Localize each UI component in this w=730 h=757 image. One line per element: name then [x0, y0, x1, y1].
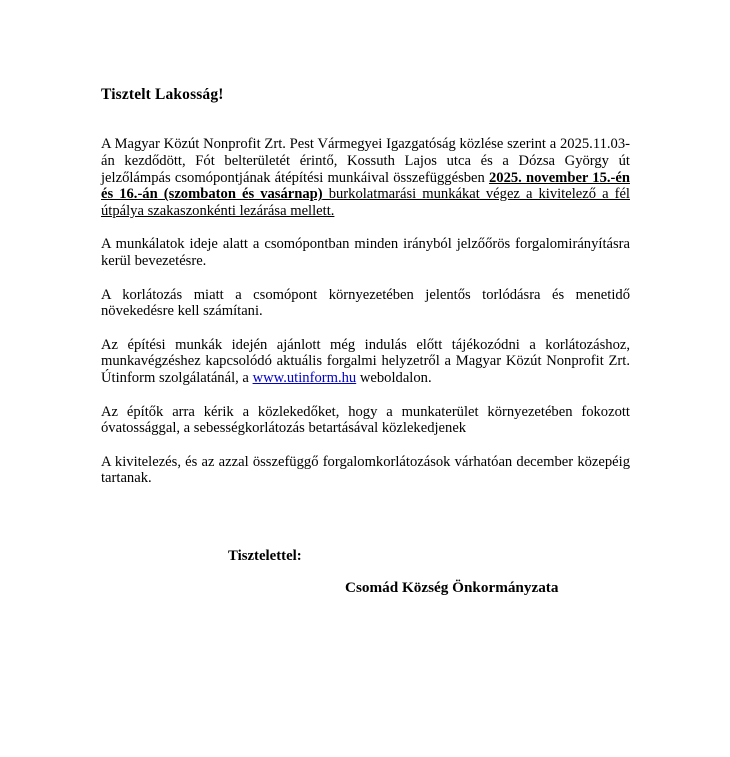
paragraph-2: A munkálatok ideje alatt a csomópontban minden irányból jelzőőrös forgalomirányításra kerül bevezetésre. — [101, 236, 630, 270]
paragraph-1-underlined-tail: burkolatmarási munkákat végez a kivitelező a fél útpálya szakaszonkénti lezárása mellett. — [101, 186, 630, 220]
paragraph-1 — [101, 136, 630, 220]
paragraph-3: A korlátozás miatt a csomópont környezetében jelentős torlódásra és menetidő növekedésre kell számítani. — [101, 286, 630, 320]
paragraph-1-emphasis-dates: 2025. november 15.-én és 16.-án — [101, 169, 630, 203]
paragraph-4-before-link: Az építési munkák idején ajánlott még indulás előtt tájékozódni a korlátozáshoz, munkavégzéshez kapcsolódó aktuális forgalmi helyzetről a Magyar Közút Nonprofit Zrt. Útinform szolgálatánál, a — [101, 336, 630, 387]
document-body — [101, 136, 630, 487]
signature-signer: Csomád Község Önkormányzata — [345, 579, 559, 596]
paragraph-1-emphasis-days: (szombaton és vasárnap) — [157, 186, 323, 203]
paragraph-4 — [101, 337, 630, 387]
paragraph-5: Az építők arra kérik a közlekedőket, hogy a munkaterület környezetében fokozott óvatossággal, a sebességkorlátozás betartásával közlekedjenek — [101, 403, 630, 437]
page-title: Tisztelt Lakosság! — [101, 86, 224, 104]
signature-closing: Tisztelettel: — [228, 548, 302, 564]
paragraph-1-lead: A Magyar Közút Nonprofit Zrt. Pest Vármegyei Igazgatóság közlése szerint a 2025.11.03-án kezdődött, Fót belterületét érintő, Kossuth Lajos utca és a Dózsa György út jelzőlámpás csomópontjának átépítési munkáival összefüggésben — [101, 136, 630, 186]
paragraph-4-after-link: weboldalon. — [356, 370, 432, 387]
utinform-link[interactable]: www.utinform.hu — [252, 370, 357, 387]
paragraph-6: A kivitelezés, és az azzal összefüggő forgalomkorlátozások várhatóan december közepéig tartanak. — [101, 453, 630, 487]
